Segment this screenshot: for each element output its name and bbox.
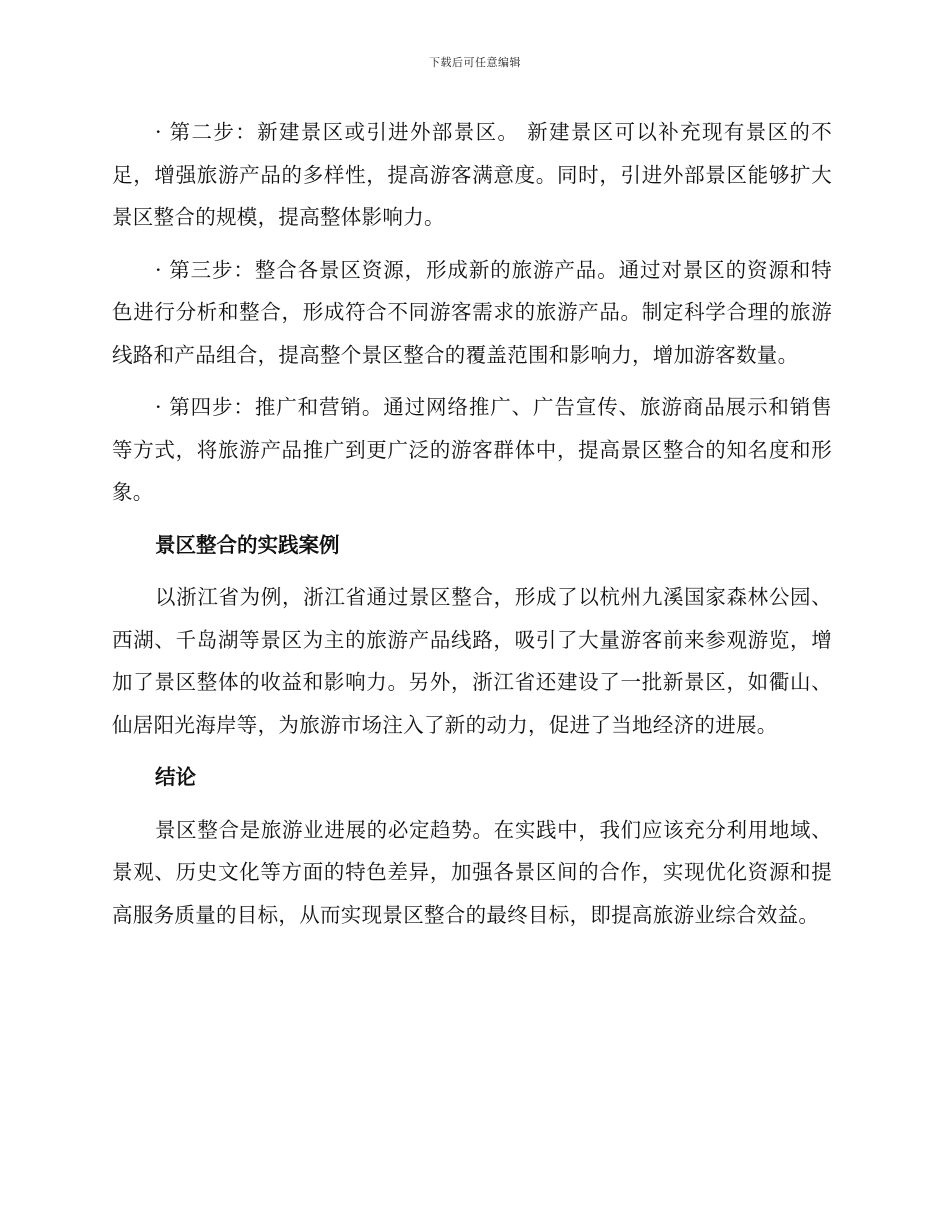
page-header: 下载后可任意编辑 bbox=[429, 56, 521, 69]
document-body bbox=[112, 111, 832, 946]
section-heading-case-study: 景区整合的实践案例 bbox=[155, 532, 340, 557]
paragraph-step-four: · 第四步：推广和营销。通过网络推广、广告宣传、旅游商品展示和销售等方式，将旅游产品推广到更广泛的游客群体中，提高景区整合的知名度和形象。 bbox=[112, 395, 832, 504]
paragraph-case-study: 以浙江省为例，浙江省通过景区整合，形成了以杭州九溪国家森林公园、西湖、千岛湖等景区为主的旅游产品线路，吸引了大量游客前来参观游览，增加了景区整体的收益和影响力。另外，浙江省还建设了一批新景区，如衢山、仙居阳光海岸等，为旅游市场注入了新的动力，促进了当地经济的进展。 bbox=[112, 585, 832, 737]
paragraph-step-two: · 第二步：新建景区或引进外部景区。 新建景区可以补充现有景区的不足，增强旅游产品的多样性，提高游客满意度。同时，引进外部景区能够扩大景区整合的规模，提高整体影响力。 bbox=[112, 120, 832, 229]
section-heading-conclusion: 结论 bbox=[155, 765, 196, 789]
paragraph-conclusion: 景区整合是旅游业进展的必定趋势。在实践中，我们应该充分利用地域、景观、历史文化等方面的特色差异，加强各景区间的合作，实现优化资源和提高服务质量的目标，从而实现景区整合的最终目标，即提高旅游业综合效益。 bbox=[112, 817, 832, 927]
paragraph-step-three: · 第三步：整合各景区资源，形成新的旅游产品。通过对景区的资源和特色进行分析和整合，形成符合不同游客需求的旅游产品。制定科学合理的旅游线路和产品组合，提高整个景区整合的覆盖范围和影响力，增加游客数量。 bbox=[112, 257, 832, 367]
